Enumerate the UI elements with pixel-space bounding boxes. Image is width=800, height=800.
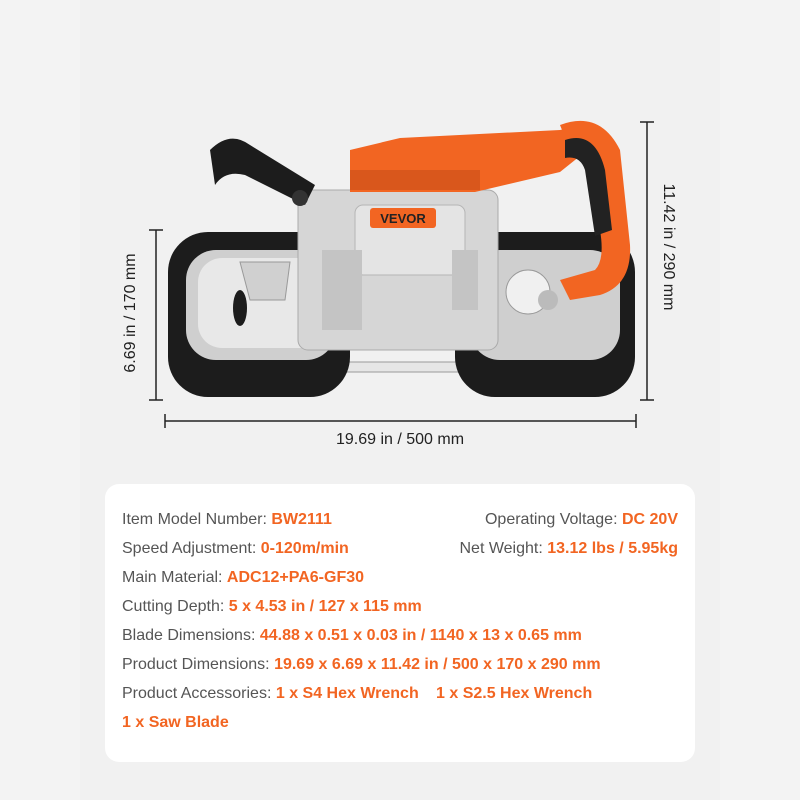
spec-value: DC 20V xyxy=(621,511,678,528)
spec-value: 13.12 lbs / 5.95kg xyxy=(547,540,678,557)
spec-product-dimensions xyxy=(122,655,601,675)
spec-accessory-3 xyxy=(122,713,229,733)
right-height-dimension-label: 11.42 in / 290 mm xyxy=(660,183,677,311)
width-dimension-label: 19.69 in / 500 mm xyxy=(335,431,465,448)
spec-model xyxy=(122,510,332,530)
spec-label: Blade Dimensions: xyxy=(122,627,260,644)
spec-value: 0-120m/min xyxy=(260,540,349,557)
specifications-card xyxy=(105,484,695,762)
brand-logo: VEVOR xyxy=(380,211,426,226)
spec-label: Speed Adjustment: xyxy=(122,540,261,557)
spec-label: Product Accessories: xyxy=(122,685,276,702)
spec-label: Operating Voltage: xyxy=(484,511,622,528)
spec-label: Main Material: xyxy=(122,569,227,586)
spec-value: 44.88 x 0.51 x 0.03 in / 1140 x 13 x 0.65 mm xyxy=(259,627,582,644)
band-saw xyxy=(168,121,635,397)
spec-accessories xyxy=(122,684,419,704)
spec-voltage xyxy=(485,510,678,530)
accessory-item: 1 x Saw Blade xyxy=(122,714,229,731)
spec-value: 19.69 x 6.69 x 11.42 in / 500 x 170 x 290 mm xyxy=(274,656,601,673)
spec-accessory-2 xyxy=(436,684,592,704)
spec-label: Product Dimensions: xyxy=(122,656,275,673)
spec-label: Net Weight: xyxy=(459,540,548,557)
spec-blade-dimensions xyxy=(122,626,582,646)
spec-label: Cutting Depth: xyxy=(122,598,229,615)
accessory-item: 1 x S4 Hex Wrench xyxy=(275,685,419,702)
spec-label: Item Model Number: xyxy=(122,511,272,528)
spec-speed xyxy=(122,539,349,559)
spec-value: ADC12+PA6-GF30 xyxy=(226,569,365,586)
spec-weight xyxy=(460,539,679,559)
left-height-dimension-label: 6.69 in / 170 mm xyxy=(122,253,139,373)
spec-material xyxy=(122,568,364,588)
spec-cutting-depth xyxy=(122,597,422,617)
spec-value: 5 x 4.53 in / 127 x 115 mm xyxy=(228,598,422,615)
accessory-item: 1 x S2.5 Hex Wrench xyxy=(436,685,593,702)
spec-value: BW2111 xyxy=(271,511,332,528)
